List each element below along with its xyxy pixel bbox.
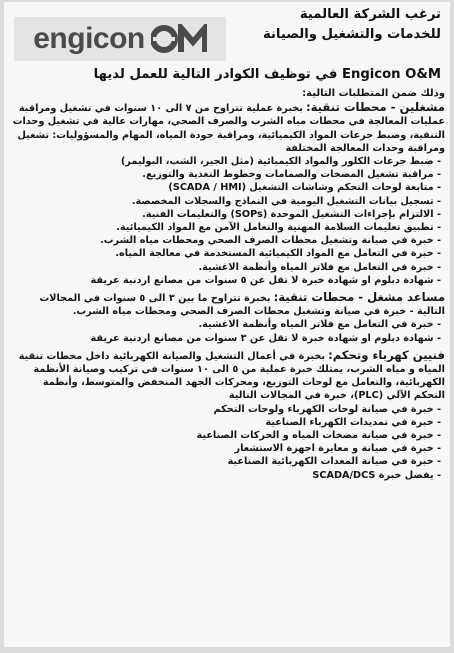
requirements-intro: وذلك ضمن المتطلبات التالية: bbox=[302, 88, 445, 99]
section-text bbox=[10, 348, 445, 403]
requirement-item: - خبرة في صيانة مضخات المياه و الحركات الصناعية bbox=[10, 429, 445, 442]
title-line: للخدمات والتشغيل والصيانة bbox=[262, 27, 441, 42]
section-description: بخبرة تتراوح ما بين ٣ الى ٥ سنوات في المجالات التالية - خبرة في صيانة وتشغيل محطات الصرف الصحي ومحطات مياه الشرب. bbox=[39, 293, 445, 318]
section-title: مشغلين - محطات تنقية: bbox=[305, 100, 445, 115]
requirement-item: - خبرة في تمديدات الكهرباء الصناعية bbox=[10, 416, 445, 429]
title-line: Engicon O&M في توظيف الكوادر التالية للعمل لديها bbox=[93, 67, 441, 82]
section-description: بخبرة عملية تتراوح من ٧ الى ١٠ سنوات في تشغيل ومراقبة عمليات المعالجة في محطات مياه الشرب والصرف الصحي، مهارات عالية في تشغيل وحدات التنقية، وضبط جرعات المواد الكيميائية، ومراقبة جودة المياه، المهام والمسؤوليات: تشغيل ومراقبة وحدات المعالجة المختلفة bbox=[12, 103, 445, 154]
requirement-item: - ضبط جرعات الكلور والمواد الكيميائية (مثل الجير، الشب، البوليمر) bbox=[10, 155, 445, 168]
requirement-item: - تسجيل بيانات التشغيل اليومية في النماذج والسجلات المخصصة. bbox=[10, 195, 445, 208]
ad-body bbox=[10, 87, 445, 482]
om-logo-icon bbox=[151, 24, 207, 54]
requirement-item: - خبرة في صيانة وتشغيل محطات الصرف الصحي ومحطات مياه الشرب. bbox=[10, 234, 445, 247]
section-operators bbox=[10, 100, 445, 287]
company-logo bbox=[14, 17, 226, 61]
ad-title bbox=[205, 5, 441, 45]
requirement-item: - خبرة في صيانة لوحات الكهرباء ولوحات التحكم bbox=[10, 403, 445, 416]
section-electrical-technicians bbox=[10, 348, 445, 482]
requirement-item: - تطبيق تعليمات السلامة المهنية والتعامل الآمن مع المواد الكيميائية. bbox=[10, 221, 445, 234]
section-text bbox=[10, 100, 445, 155]
requirement-item: - مراقبة تشغيل المضخات والصمامات وخطوط التغذية والتوزيع. bbox=[10, 168, 445, 181]
requirement-item: - خبرة في التعامل مع فلاتر المياه وأنظمة الاغشية. bbox=[10, 261, 445, 274]
section-title: مساعد مشغل - محطات تنقية: bbox=[273, 290, 445, 305]
requirement-item: - يفضل خبرة SCADA/DCS bbox=[10, 469, 445, 482]
requirement-item: - شهادة دبلوم او شهادة خبرة لا تقل عن ٣ سنوات من مصانع اردنية عريقة bbox=[10, 332, 445, 345]
requirement-item: - خبرة في التعامل مع المواد الكيميائية المستخدمة في معالجة المياه. bbox=[10, 247, 445, 260]
job-advertisement bbox=[4, 2, 450, 647]
section-description: بخبرة في أعمال التشغيل والصيانة الكهربائية داخل محطات تنقية المياه و مياه الشرب، يمتلك خبرة عملية من ٥ الى ١٠ سنوات في تركيب وصيانة الأنظمة الكهربائية، والتعامل مع لوحات التوزيع، ومحركات الجهد المنخفض والمتوسط، وأنظمة التحكم الآلي (PLC)، خبرة في المجالات التالية bbox=[18, 350, 445, 402]
requirement-item: - متابعة لوحات التحكم وشاشات التشغيل (SCADA / HMI) bbox=[10, 181, 445, 194]
title-line: ترغب الشركة العالمية bbox=[299, 7, 441, 22]
logo-wordmark: engicon bbox=[33, 22, 145, 55]
requirement-item: - خبرة في صيانة المعدات الكهربائية الصناعية bbox=[10, 455, 445, 468]
section-title: فنيين كهرباء وتحكم: bbox=[328, 347, 445, 362]
requirement-item: - الالتزام بإجراءات التشغيل الموحدة (SOPs) والتعليمات الفنية. bbox=[10, 208, 445, 221]
section-assistant-operators bbox=[10, 290, 445, 345]
requirement-item: - خبرة في التعامل مع فلاتر المياه وأنظمة الاغشية. bbox=[10, 318, 445, 331]
requirement-item: - شهادة دبلوم او شهادة خبرة لا تقل عن ٥ سنوات من مصانع اردنية عريقة bbox=[10, 274, 445, 287]
requirement-item: - خبرة في صيانة و معايرة اجهزة الاستشعار bbox=[10, 442, 445, 455]
ad-header bbox=[10, 5, 445, 87]
section-text bbox=[10, 290, 445, 318]
